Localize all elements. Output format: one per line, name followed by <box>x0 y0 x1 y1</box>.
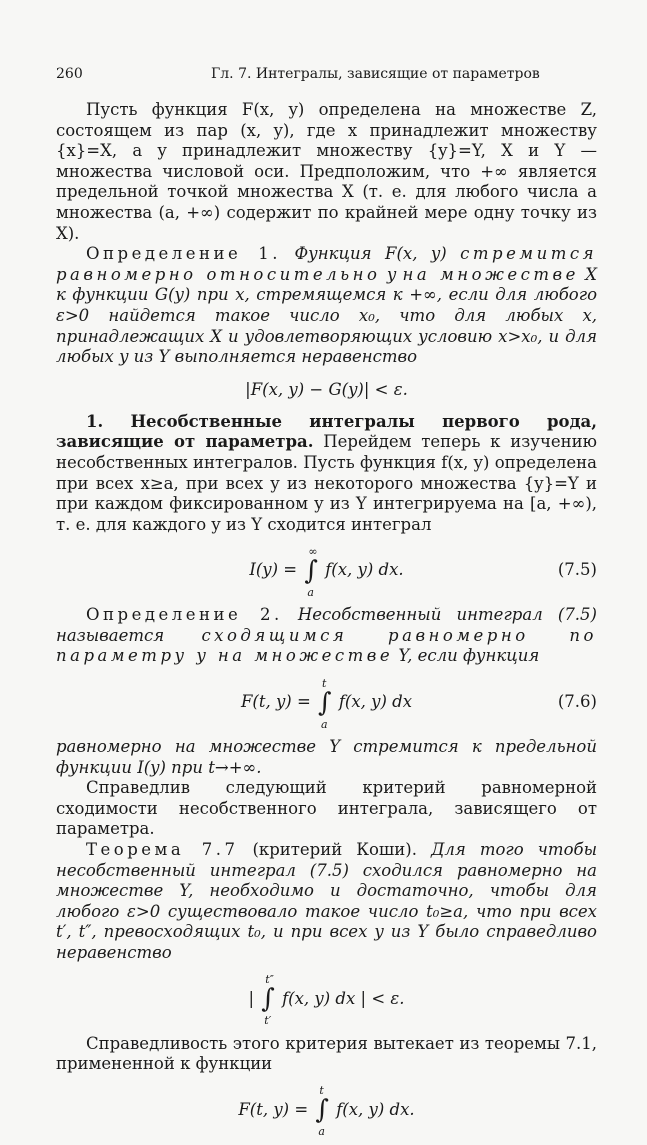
equation-number: (7.6) <box>557 692 597 712</box>
integral-sign: ∫ t a <box>315 1084 329 1139</box>
equation-7-5: I(y) = ∫ ∞ a f(x, y) dx. (7.5) <box>249 544 597 599</box>
definition-1: Определение 1. Функция F(x, y) стремится равномерно относительно y на множестве X к функции G(y) при x, стремящемся к +∞, если для любого ε>0 найдется такое число x₀, что для любых x, принадлежащих X и удовлетворяющих условию x>x₀, и для любых y из Y выполняется неравенство <box>56 244 598 367</box>
chapter-title: Гл. 7. Интегралы, зависящие от параметров <box>211 66 540 82</box>
section-1: 1. Несобственные интегралы первого рода, зависящие от параметра. Перейдем теперь к изучению несобственных интегралов. Пусть функция f(x, y) определена при всех x≥a, при всех y из некоторого множества {y}=Y и при каждом фиксированном y из Y интегрируема на [a, +∞), т. е. для каждого y из Y сходится интеграл <box>56 411 597 534</box>
equation-final: F(t, y) = ∫ t a f(x, y) dx. <box>238 1084 415 1139</box>
definition-2-end: равномерно на множестве Y стремится к предельной функции I(y) при t→+∞. <box>56 737 597 777</box>
theorem-7-7: Теорема 7.7 (критерий Коши). Для того чтобы несобственный интеграл (7.5) сходился равномерно на множестве Y, необходимо и достаточно, чтобы для любого ε>0 существовало такое число t₀≥a, что при всех t′, t″, превосходящих t₀, и при всех y из Y было справедливо неравенство <box>56 840 598 962</box>
definition-2: Определение 2. Несобственный интеграл (7.5) называется сходящимся равномерно по параметру y на множестве Y, если функция <box>56 605 597 666</box>
body-text <box>56 100 597 1145</box>
integral-sign: ∫ ∞ a <box>304 544 318 599</box>
paragraph-proof: Справедливость этого критерия вытекает из теоремы 7.1, примененной к функции <box>56 1033 597 1074</box>
integral-sign: ∫ t a <box>318 676 332 731</box>
paragraph-intro: Пусть функция F(x, y) определена на множестве Z, состоящем из пар (x, y), где x принадлежит множеству {x}=X, а y принадлежит множеству {y}=Y, X и Y — множества числовой оси. Предположим, что +∞ является предельной точкой множества X (т. е. для любого числа a множества (a, +∞) содержит по крайней мере одну точку из X). <box>56 100 597 243</box>
definition-1-label: Определение 1. <box>86 244 281 264</box>
equation-number: (7.5) <box>557 560 597 580</box>
section-heading: 1. Несобственные интегралы первого рода, зависящие от параметра. <box>56 411 597 452</box>
equation-cauchy: | ∫ t″ t′ f(x, y) dx | < ε. <box>248 973 405 1028</box>
page-number: 260 <box>56 66 83 82</box>
equation-7-6: F(t, y) = ∫ t a f(x, y) dx (7.6) <box>240 676 597 731</box>
formula-uniform: |F(x, y) − G(y)| < ε. <box>245 379 408 399</box>
integral-sign: ∫ t″ t′ <box>261 973 275 1028</box>
paragraph-criterion: Справедлив следующий критерий равномерной сходимости несобственного интеграла, зависящего от параметра. <box>56 778 597 839</box>
